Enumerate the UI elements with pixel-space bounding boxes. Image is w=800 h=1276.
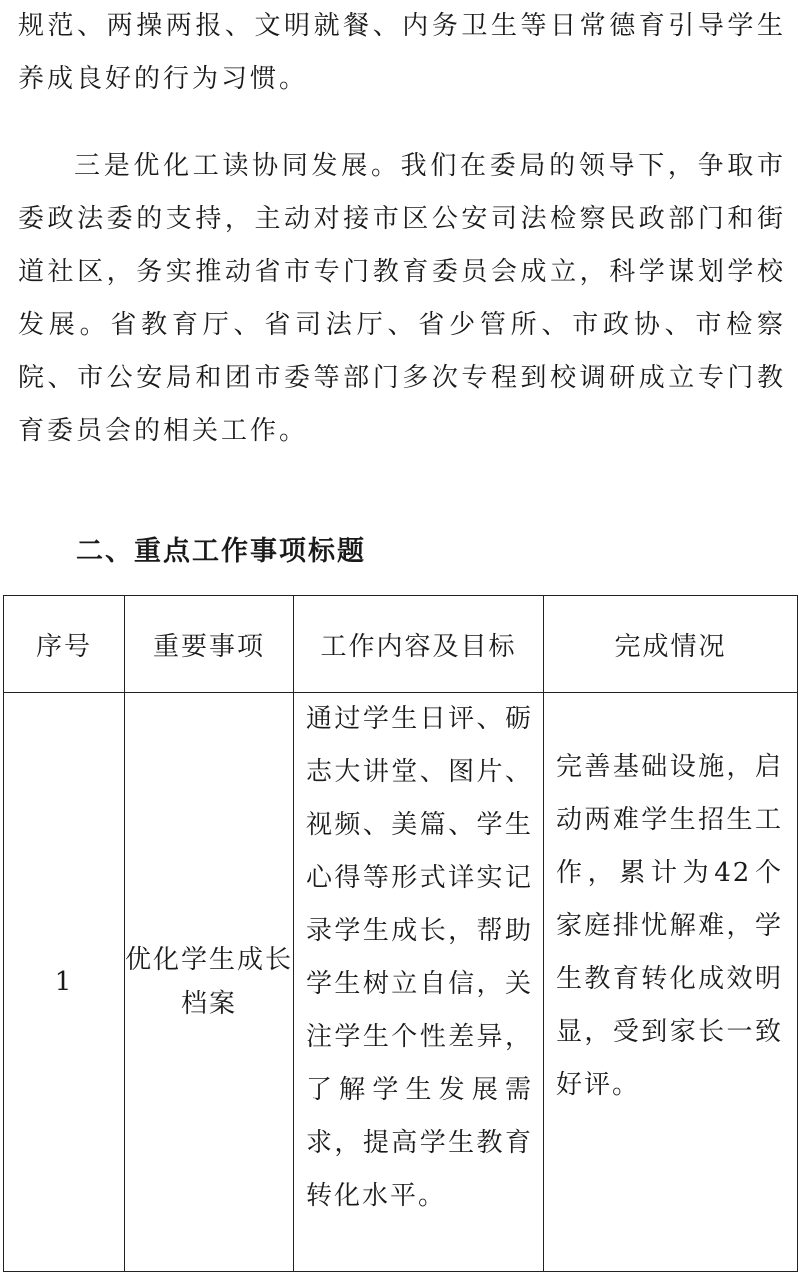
body-paragraph: 规范、两操两报、文明就餐、内务卫生等日常德育引导学生养成良好的行为习惯。 (18, 11, 786, 94)
cell-seq: 1 (4, 693, 125, 1272)
cell-content-text: 通过学生日评、砺志大讲堂、图片、视频、美篇、学生心得等形式详实记录学生成长，帮助学生树立自信，关注学生个性差异，了解学生发展需求，提高学生教育转化水平。 (306, 704, 533, 1211)
header-item: 重要事项 (125, 596, 294, 693)
cell-content (294, 693, 544, 1272)
table-row (4, 693, 798, 1272)
body-paragraph: 三是优化工读协同发展。我们在委局的领导下，争取市委政法委的支持，主动对接市区公安司法检察民政部门和街道社区，务实推动省市专门教育委员会成立，科学谋划学校发展。省教育厅、省司法厅、省少管所、市政协、市检察院、市公安局和团市委等部门多次专程到校调研成立专门教育委员会的相关工作。 (18, 151, 786, 446)
header-content: 工作内容及目标 (294, 596, 544, 693)
header-seq: 序号 (4, 596, 125, 693)
cell-status (544, 693, 798, 1272)
cell-status-text: 完善基础设施，启动两难学生招生工作，累计为42个家庭排忧解难，学生教育转化成效明显，受到家长一致好评。 (556, 752, 783, 1100)
section-heading: 二、重点工作事项标题 (76, 536, 366, 567)
key-work-table (3, 595, 798, 1272)
cell-item: 优化学生成长档案 (125, 693, 294, 1272)
header-status: 完成情况 (544, 596, 798, 693)
table-header-row (4, 596, 798, 693)
